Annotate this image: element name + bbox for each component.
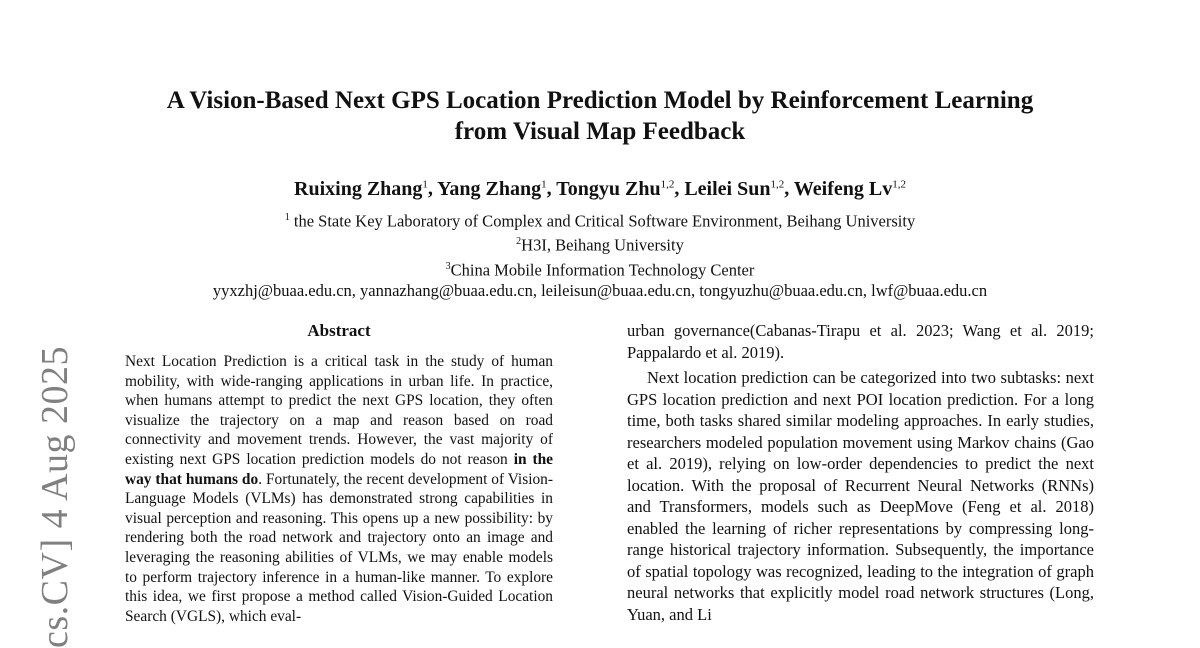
author-list: Ruixing Zhang$^1$, Yang Zhang$^1$, Tongyu Zhu$^{1,2}$, Leilei Sun$^{1,2}$, Weifeng Lv$^{1,2}$ — [294, 177, 906, 200]
arxiv-stamp-text: cs.CV] 4 Aug 2025 — [34, 346, 76, 648]
intro-paragraph-2: Next location prediction can be categorized into two subtasks: next GPS location prediction and next POI location prediction. For a long time, both tasks shared similar modeling approaches. In early studies, researchers modeled population movement using Markov chains (Gao et al. 2019), relying on low-order dependencies to predict the next location. With the proposal of Recurrent Neural Networks (RNNs) and Transformers, models such as DeepMove (Feng et al. 2018) enabled the learning of richer representations by compressing long-range historical trajectory information. Subsequently, the importance of spatial topology was recognized, leading to the integration of graph neural networks that explicitly model road network structures (Long, Yuan, and Li — [627, 368, 1094, 624]
abstract-text: Next Location Prediction is a critical task in the study of human mobility, with wide-ranging applications in urban life. In practice, when humans attempt to predict the next GPS location, they often visualize the trajectory on a map and reason based on road connectivity and movement trends. However, the vast majority of existing next GPS location prediction models do not reason in the way that humans do. Fortunately, the recent development of Vision-Language Models (VLMs) has demonstrated strong capabilities in visual perception and reasoning. This opens up a new possibility: by rendering both the road network and trajectory onto an image and leveraging the reasoning abilities of VLMs, we may enable models to perform trajectory inference in a human-like manner. To explore this idea, we first propose a method called Vision-Guided Location Search (VGLS), which eval- — [125, 353, 553, 625]
author: Weifeng Lv$^{1,2}$ — [793, 177, 906, 200]
abstract-column — [125, 320, 553, 626]
affiliation: $^3$China Mobile Information Technology Center — [445, 260, 755, 280]
abstract-emphasis: in the way that humans do — [125, 450, 553, 488]
author: Leilei Sun$^{1,2}$ — [684, 177, 785, 200]
author: Yang Zhang$^1$ — [437, 177, 547, 200]
arxiv-sidebar-stamp — [30, 330, 80, 648]
paper-title — [100, 85, 1100, 147]
author-emails: yyxzhj@buaa.edu.cn, yannazhang@buaa.edu.cn, leileisun@buaa.edu.cn, tongyuzhu@buaa.edu.cn, lwf@buaa.edu.cn — [212, 281, 988, 301]
title-line-1: A Vision-Based Next GPS Location Prediction Model by Reinforcement Learning — [166, 87, 1034, 114]
affiliation: $^2$H3I, Beihang University — [516, 235, 684, 255]
abstract-heading: Abstract — [307, 321, 371, 340]
author: Tongyu Zhu$^{1,2}$ — [556, 177, 675, 200]
affiliation: $^1$ the State Key Laboratory of Complex and Critical Software Environment, Beihang University — [284, 211, 916, 231]
intro-paragraph-1: urban governance(Cabanas-Tirapu et al. 2023; Wang et al. 2019; Pappalardo et al. 2019). — [627, 321, 1094, 362]
author: Ruixing Zhang$^1$ — [294, 177, 428, 200]
affiliations — [100, 207, 1100, 302]
intro-column — [627, 320, 1094, 625]
paper-header — [100, 85, 1100, 301]
title-line-2: from Visual Map Feedback — [454, 118, 746, 145]
